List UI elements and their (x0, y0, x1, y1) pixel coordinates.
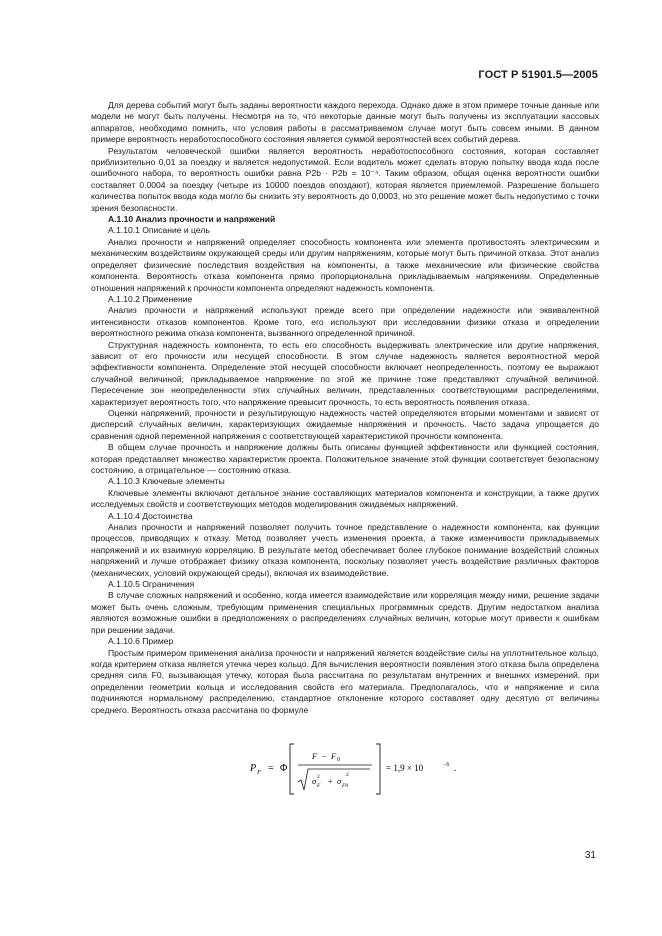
paragraph: Структурная надежность компонента, то есть его способность выдерживать электрические или другие напряжения, зависит от его прочности или несущей способности. В этом случае надежность является вероятностной мерой эффективности компонента. Определение этой несущей способности включает неопределенность, поэтому ее выражают случайной величиной; прикладываемое напряжение по этой же причине тоже представляют случайной величиной. Пересечение зон неопределенности этих случайных величин, представленных соответствующими распределениями, характеризует вероятность того, что напряжение превысит прочность, то есть вероятность появления отказа. (91, 339, 599, 407)
paragraph: В случае сложных напряжений и особенно, когда имеется взаимодействие или корреляция между ними, решение задачи может быть очень сложным, требующим применения специальных программных средств. Другим недостатком анализа являются возможные ошибки в предположениях о распределениях случайных величин, которые могут привести к ошибкам при решении задачи. (91, 590, 599, 635)
numerator-minus: − (322, 751, 327, 761)
formula-phi: Φ (280, 763, 288, 774)
denominator-sigma-f: σ (312, 776, 317, 786)
paragraph: Для дерева событий могут быть заданы вероятности каждого перехода. Однако даже в этом примере точные данные или модели не могут быть получены. Несмотря на то, что некоторые данные могут быть получены из эксплуатации кассовых аппаратов, необходимо помнить, что условия работы в рассматриваемом случае могут быть совсем иными. В данном примере вероятность неработоспособного состояния является суммой вероятностей всех событий дерева. (91, 100, 599, 145)
section-heading: А.1.10 Анализ прочности и напряжений (108, 214, 276, 225)
failure-probability-formula (250, 738, 510, 798)
denominator-sigma-f0: σ (337, 776, 342, 786)
formula-rhs-exp: −6 (443, 762, 450, 768)
numerator-f0: F (331, 751, 337, 761)
document-body (91, 100, 599, 716)
page-number: 31 (584, 850, 596, 861)
subsection-heading: А.1.10.5 Ограничения (108, 579, 195, 590)
denominator-sigma-f-sup: 2 (317, 774, 320, 780)
subsection-heading: А.1.10.6 Пример (108, 636, 174, 647)
formula-rhs-end: . (454, 763, 457, 773)
formula-rhs: = 1,9 × 10 (386, 763, 424, 773)
formula-lhs: P (250, 763, 257, 774)
paragraph: Анализ прочности и напряжений определяет способность компонента или элемента противостоять электрическим и механическим воздействиям окружающей среды или другим напряжениям, которые могут быть причиной отказа. Этот анализ определяет физические последствия воздействия на компоненты, а также механические или физические свойства компонента. Вероятность отказа компонента прямо пропорциональна прикладываемым напряжениям. Определенные отношения напряжений к прочности компонента определяют надежность компонента. (91, 236, 599, 293)
numerator-f0-sub: 0 (337, 757, 340, 763)
subsection-heading: А.1.10.4 Достоинства (108, 510, 193, 521)
denominator-sigma-f0-sub: F0 (342, 783, 349, 789)
numerator-f: F (312, 751, 318, 761)
paragraph: В общем случае прочность и напряжение должны быть описаны функцией эффективности или функцией состояния, которая представляет множество характеристик проекта. Положительное значение этой функции соответствует безопасному состоянию, а отрицательное — состоянию отказа. (91, 442, 599, 475)
paragraph: Результатом человеческой ошибки является вероятность неработоспособного состояния, которая составляет приблизительно 0,01 за поездку и является недопустимой. Если водитель может сделать вторую попытку ввода кода после ошибочного набора, то вероятность ошибки равна P2b · P2b = 10⁻⁴. Таким образом, общая оценка вероятности ошибки составляет 0.0004 за поездку (четыре из 10000 поездов опоздают), которая является приемлемой. Разрешение большего количества попыток ввода кода могло бы снизить эту вероятность до 0,0003, но это решение может быть недопустимо с точки зрения безопасности. (91, 145, 599, 213)
subsection-heading: А.1.10.3 Ключевые элементы (108, 476, 225, 487)
paragraph: Простым примером применения анализа прочности и напряжений является воздействие силы на уплотнительное кольцо, когда критерием отказа является утечка через кольцо. Для вычисления вероятности появления этого отказа была определена средняя сила F0, вызывающая утечку, которая была рассчитана по результатам внутренних и внешних измерений, при определении геометрии кольца и исследования свойств его материала. Предполагалось, что и напряжение и сила подчиняются нормальному распределению, стандартное отклонение которого составляет одну десятую от величины среднего. Вероятность отказа рассчитана по формуле (91, 647, 599, 715)
paragraph: Анализ прочности и напряжений позволяет получить точное представление о надежности компонента, как функции процессов, приводящих к отказу. Метод позволяет учесть изменения проекта, а также изменчивости прикладываемых напряжений и их взаимную корреляцию. В результате метод обеспечивает более глубокое понимание воздействий сложных напряжений и лучше отображает физику отказа компонента, поскольку позволяет учесть воздействие различных факторов (механических, условий окружающей среды), включая их взаимодействие. (91, 522, 599, 578)
subsection-heading: А.1.10.1 Описание и цель (108, 225, 210, 236)
denominator-sigma-f0-sup: 2 (346, 772, 349, 778)
subsection-heading: А.1.10.2 Применение (108, 293, 193, 304)
formula-lhs-sub: F (257, 769, 261, 776)
standard-header: ГОСТ Р 51901.5—2005 (478, 69, 598, 81)
denominator-sigma-f-sub: F (317, 783, 321, 789)
formula-eq: = (268, 763, 274, 774)
paragraph: Оценки напряжений, прочности и результирующую надежность частей определяются вторыми моментами и зависят от дисперсий случайных величин, характеризующих ожидаемые напряжения и прочность. Часто задача упрощается до сравнения одной переменной напряжения с соответствующей характеристикой прочности компонента. (91, 407, 599, 441)
paragraph: Ключевые элементы включают детальное знание составляющих материалов компонента и конструкции, а также других исследуемых свойств и соответствующих методов моделирования ожидаемых напряжений. (91, 487, 599, 510)
paragraph: Анализ прочности и напряжений используют прежде всего при определении надежности или эквивалентной интенсивности отказов компонентов. Кроме того, его используют при исследовании физики отказа и определении вероятностного режима отказа компонента, вызванного определенной причиной. (91, 305, 599, 339)
denominator-plus: + (328, 776, 333, 786)
